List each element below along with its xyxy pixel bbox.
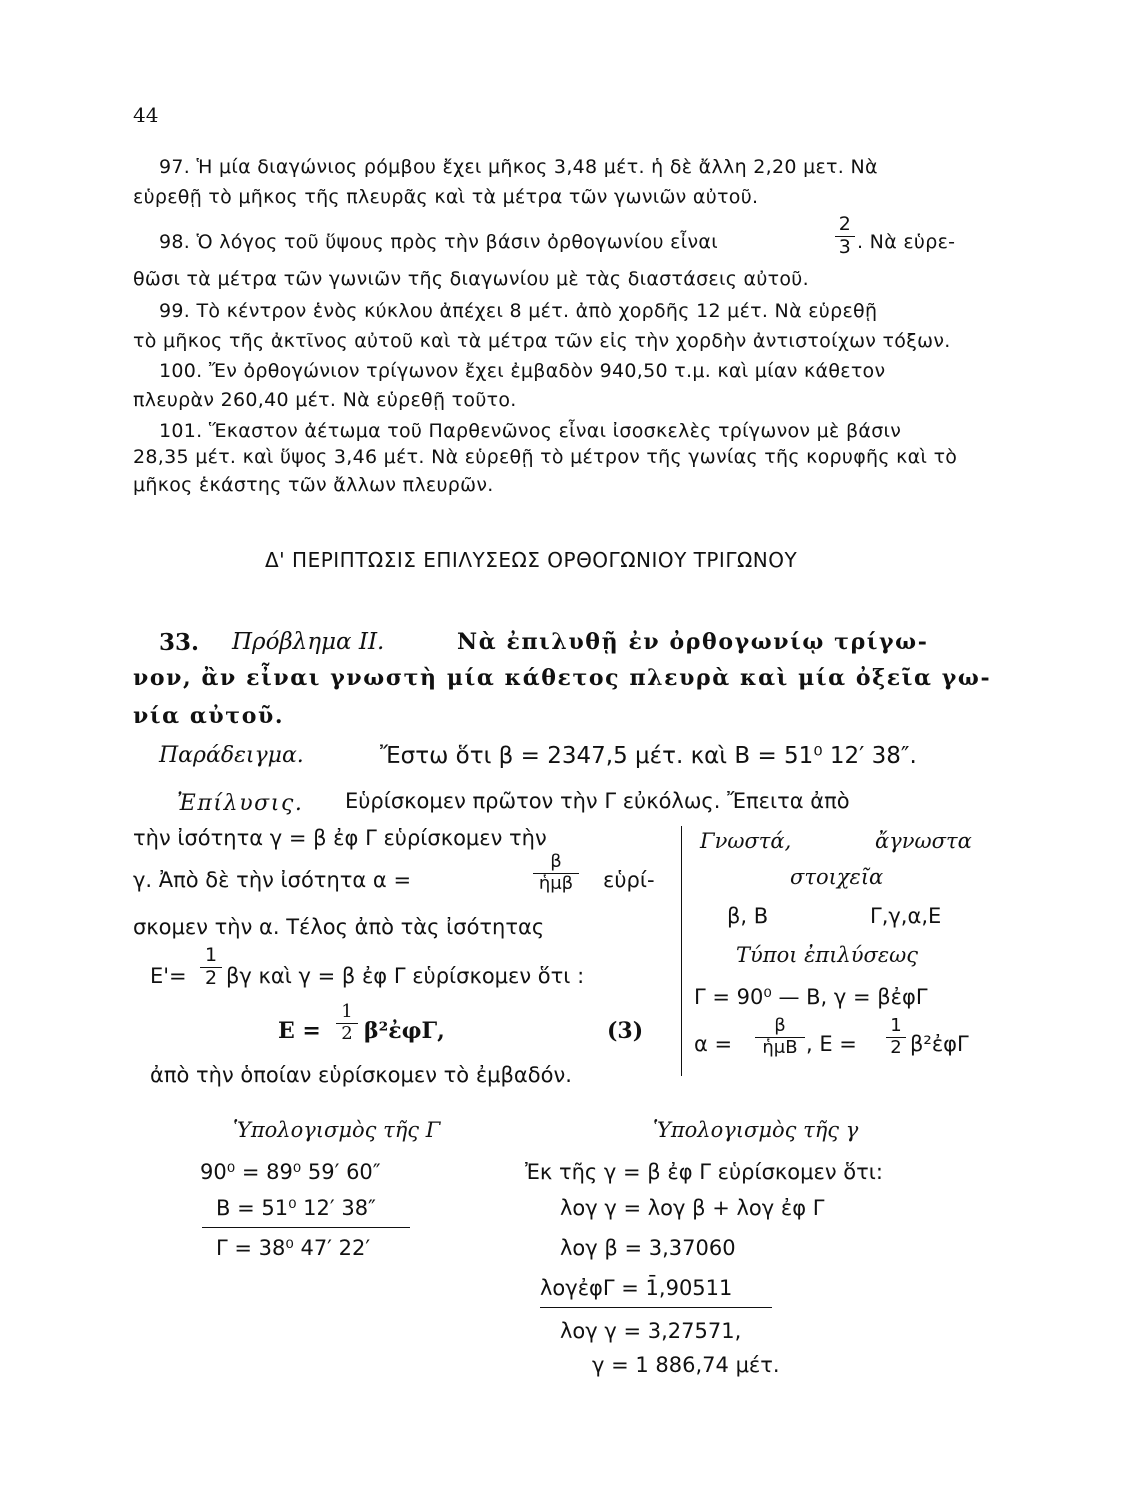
sidebox-formula-2-mid: , Ε = bbox=[806, 1032, 857, 1056]
sidebox-divider bbox=[681, 826, 682, 1076]
problem-line-1: Νὰ ἐπιλυθῇ ἐν ὀρθογωνίῳ τρίγω- bbox=[457, 629, 929, 655]
exercise-98-line-2: θῶσι τὰ μέτρα τῶν γωνιῶν τῆς διαγωνίου μὲ τὰς διαστάσεις αὐτοῦ. bbox=[133, 268, 809, 290]
calc-angle-title: Ὑπολογισμὸς τῆς Γ bbox=[233, 1118, 441, 1142]
calc-angle-row-1: 90⁰ = 89⁰ 59′ 60″ bbox=[200, 1160, 381, 1184]
calc-side-row-6: γ = 1 886,74 μέτ. bbox=[592, 1353, 780, 1377]
solution-line-2: τὴν ἰσότητα γ = β ἐφ Γ εὑρίσκομεν τὴν bbox=[133, 826, 547, 850]
solution-line-5-end: βγ καὶ γ = β ἐφ Γ εὑρίσκομεν ὅτι : bbox=[226, 964, 585, 988]
exercise-97-line-1: 97. Ἡ μία διαγώνιος ρόμβου ἔχει μῆκος 3,48 μέτ. ἡ δὲ ἄλλη 2,20 μετ. Νὰ bbox=[159, 156, 878, 178]
example-text: Ἔστω ὅτι β = 2347,5 μέτ. καὶ Β = 51⁰ 12′ 38″. bbox=[380, 743, 917, 769]
solution-line-3: γ. Ἀπὸ δὲ τὴν ἰσότητα α = bbox=[133, 868, 412, 892]
exercise-101-line-1: 101. Ἕκαστον ἀέτωμα τοῦ Παρθενῶνος εἶναι ἰσοσκελὲς τρίγωνον μὲ βάσιν bbox=[159, 420, 902, 442]
solution-fraction-half: 1 2 bbox=[200, 946, 222, 989]
exercise-98-fraction: 2 3 bbox=[835, 215, 855, 258]
sidebox-formula-2: α = bbox=[694, 1032, 733, 1056]
sidebox-unknown-label: ἄγνωστα bbox=[875, 829, 972, 853]
problem-line-2: νον, ἂν εἶναι γνωστὴ μία κάθετος πλευρὰ καὶ μία ὀξεῖα γω- bbox=[133, 665, 992, 691]
sidebox-known-values: β, Β bbox=[727, 904, 769, 928]
section-heading: Δ' ΠΕΡΙΠΤΩΣΙΣ ΕΠΙΛΥΣΕΩΣ ΟΡΘΟΓΩΝΙΟΥ ΤΡΙΓΩΝΟΥ bbox=[265, 548, 798, 572]
calc-side-row-4: λογἐφΓ = 1̄,90511 bbox=[540, 1276, 733, 1300]
problem-line-3: νία αὐτοῦ. bbox=[133, 703, 285, 729]
exercise-101-line-2: 28,35 μέτ. καὶ ὕψος 3,46 μέτ. Νὰ εὑρεθῇ τὸ μέτρον τῆς γωνίας τῆς κορυφῆς καὶ τὸ bbox=[133, 446, 958, 468]
problem-number: 33. bbox=[159, 629, 200, 656]
calc-side-row-3: λογ β = 3,37060 bbox=[560, 1236, 736, 1260]
solution-line-3-end: εὑρί- bbox=[603, 868, 655, 892]
solution-line-1: Εὑρίσκομεν πρῶτον τὴν Γ εὐκόλως. Ἔπειτα ἀπὸ bbox=[345, 789, 850, 813]
calc-side-row-1: Ἐκ τῆς γ = β ἐφ Γ εὑρίσκομεν ὅτι: bbox=[525, 1160, 883, 1184]
sidebox-known-label: Γνωστά, bbox=[700, 829, 792, 853]
sidebox-elements-label: στοιχεῖα bbox=[790, 865, 884, 889]
calc-angle-rule bbox=[202, 1227, 410, 1228]
solution-line-4: σκομεν τὴν α. Τέλος ἀπὸ τὰς ἰσότητας bbox=[133, 915, 545, 939]
solution-label: Ἐπίλυσις. bbox=[177, 791, 304, 816]
sidebox-unknown-values: Γ,γ,α,Ε bbox=[870, 904, 942, 928]
exercise-101-line-3: μῆκος ἑκάστης τῶν ἄλλων πλευρῶν. bbox=[133, 474, 494, 496]
example-label: Παράδειγμα. bbox=[159, 743, 304, 768]
exercise-97-line-2: εὑρεθῇ τὸ μῆκος τῆς πλευρᾶς καὶ τὰ μέτρα τῶν γωνιῶν αὐτοῦ. bbox=[133, 186, 759, 208]
exercise-98-line-1-end: . Νὰ εὑρε- bbox=[857, 231, 956, 253]
calc-angle-row-2: Β = 51⁰ 12′ 38″ bbox=[216, 1196, 376, 1220]
exercise-99-line-1: 99. Τὸ κέντρον ἑνὸς κύκλου ἀπέχει 8 μέτ. ἀπὸ χορδῆς 12 μέτ. Νὰ εὑρεθῇ bbox=[159, 300, 878, 322]
sidebox-formula-2-end: β²ἐφΓ bbox=[910, 1032, 969, 1056]
calc-side-rule bbox=[540, 1307, 772, 1308]
sidebox-fraction-alpha: β ἡμΒ bbox=[755, 1017, 805, 1058]
solution-fraction-alpha: β ἡμβ bbox=[533, 853, 579, 894]
solution-line-7: ἀπὸ τὴν ὁποίαν εὑρίσκομεν τὸ ἐμβαδόν. bbox=[150, 1063, 572, 1087]
page-number: 44 bbox=[133, 103, 159, 127]
area-formula-tag: (3) bbox=[607, 1018, 644, 1044]
calc-side-row-5: λογ γ = 3,27571, bbox=[560, 1319, 742, 1343]
sidebox-formula-1: Γ = 90⁰ — Β, γ = βἐφΓ bbox=[694, 985, 928, 1009]
sidebox-fraction-half: 1 2 bbox=[886, 1017, 906, 1058]
area-formula-fraction: 1 2 bbox=[336, 1003, 358, 1044]
exercise-100-line-2: πλευρὰν 260,40 μέτ. Νὰ εὑρεθῇ τοῦτο. bbox=[133, 389, 517, 411]
exercise-99-line-2: τὸ μῆκος τῆς ἀκτῖνος αὐτοῦ καὶ τὰ μέτρα τῶν εἰς τὴν χορδὴν ἀντιστοίχων τόξων. bbox=[133, 330, 951, 352]
solution-line-5: Ε'= bbox=[150, 964, 187, 988]
area-formula-lhs: Ε = bbox=[278, 1018, 321, 1044]
calc-side-title: Ὑπολογισμὸς τῆς γ bbox=[653, 1118, 859, 1142]
problem-label: Πρόβλημα II. bbox=[232, 629, 385, 655]
exercise-100-line-1: 100. Ἔν ὀρθογώνιον τρίγωνον ἔχει ἐμβαδὸν 940,50 τ.μ. καὶ μίαν κάθετον bbox=[159, 360, 886, 382]
exercise-98-line-1: 98. Ὁ λόγος τοῦ ὕψους πρὸς τὴν βάσιν ὀρθογωνίου εἶναι bbox=[159, 231, 718, 253]
sidebox-formulas-title: Τύποι ἐπιλύσεως bbox=[736, 943, 918, 967]
calc-side-row-2: λογ γ = λογ β + λογ ἐφ Γ bbox=[560, 1196, 825, 1220]
area-formula-rhs: β²ἐφΓ, bbox=[364, 1018, 445, 1044]
calc-angle-row-3: Γ = 38⁰ 47′ 22′ bbox=[216, 1236, 371, 1260]
